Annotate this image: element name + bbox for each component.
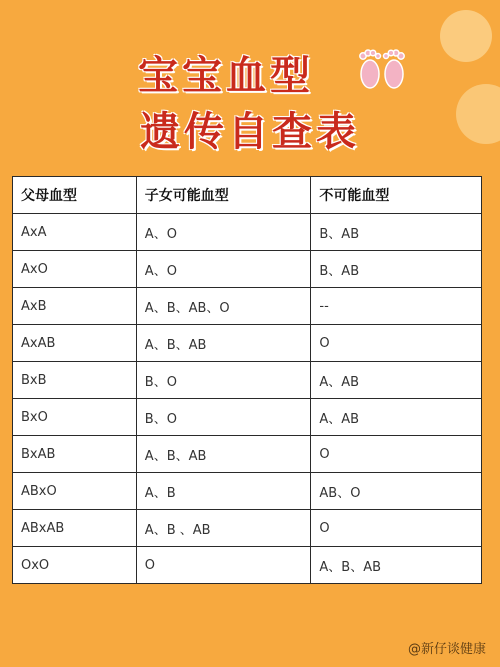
- baby-feet-icon: [355, 44, 409, 92]
- cell-impossible: O: [311, 436, 482, 473]
- cell-possible: B、O: [136, 362, 311, 399]
- cell-possible: A、B 、AB: [136, 510, 311, 547]
- cell-parents: ABxAB: [13, 510, 137, 547]
- table-row: [13, 288, 482, 325]
- header-impossible: 不可能血型: [311, 177, 482, 214]
- cell-possible: O: [136, 547, 311, 584]
- table-row: [13, 214, 482, 251]
- cell-possible: A、B、AB: [136, 436, 311, 473]
- cell-possible: A、B: [136, 473, 311, 510]
- table-row: [13, 436, 482, 473]
- cell-impossible: O: [311, 510, 482, 547]
- cell-parents: AxAB: [13, 325, 137, 362]
- blood-type-table: [12, 176, 482, 584]
- cell-parents: BxO: [13, 399, 137, 436]
- title-line-2: 遗传自查表: [140, 109, 360, 155]
- cell-impossible: AB、O: [311, 473, 482, 510]
- table-row: [13, 547, 482, 584]
- cell-impossible: A、B、AB: [311, 547, 482, 584]
- cell-possible: A、B、AB: [136, 325, 311, 362]
- cell-parents: ABxO: [13, 473, 137, 510]
- cell-impossible: A、AB: [311, 399, 482, 436]
- cell-impossible: --: [311, 288, 482, 325]
- watermark: @新仔谈健康: [407, 642, 486, 657]
- table-row: [13, 362, 482, 399]
- table-row: [13, 251, 482, 288]
- cell-parents: OxO: [13, 547, 137, 584]
- cell-impossible: A、AB: [311, 362, 482, 399]
- header-parents: 父母血型: [13, 177, 137, 214]
- cell-parents: AxO: [13, 251, 137, 288]
- cell-parents: BxB: [13, 362, 137, 399]
- cell-impossible: B、AB: [311, 214, 482, 251]
- title-line-1: 宝宝血型: [138, 53, 314, 99]
- table-row: [13, 473, 482, 510]
- cell-possible: B、O: [136, 399, 311, 436]
- table-row: [13, 399, 482, 436]
- cell-impossible: O: [311, 325, 482, 362]
- table-header-row: [13, 177, 482, 214]
- cell-impossible: B、AB: [311, 251, 482, 288]
- table-row: [13, 325, 482, 362]
- cell-possible: A、O: [136, 251, 311, 288]
- cell-parents: AxA: [13, 214, 137, 251]
- table-row: [13, 510, 482, 547]
- header-possible: 子女可能血型: [136, 177, 311, 214]
- cell-possible: A、B、AB、O: [136, 288, 311, 325]
- cell-possible: A、O: [136, 214, 311, 251]
- cell-parents: AxB: [13, 288, 137, 325]
- cell-parents: BxAB: [13, 436, 137, 473]
